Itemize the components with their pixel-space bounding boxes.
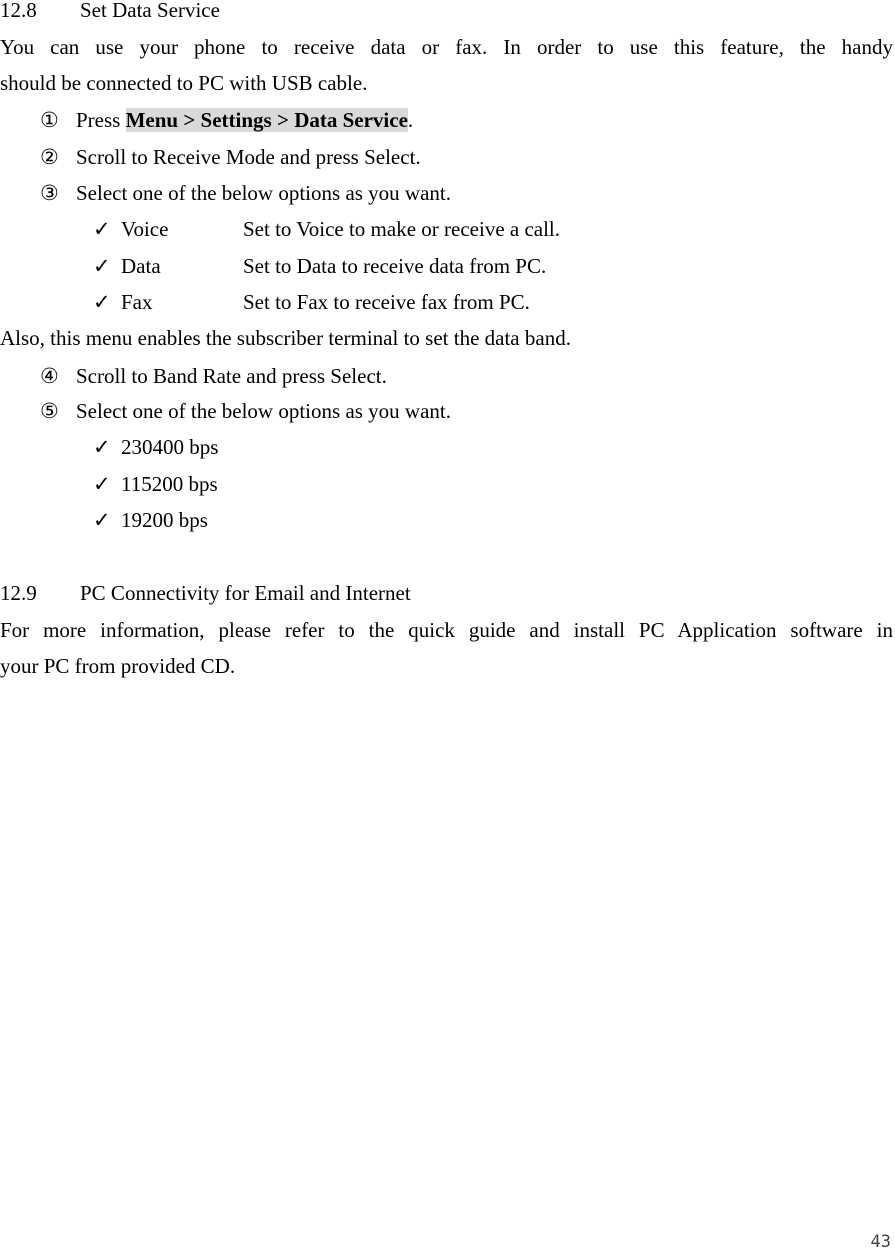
step-marker: ③ (40, 181, 59, 205)
page-number: 43 (870, 1232, 891, 1252)
band-rate-value: 230400 bps (121, 435, 219, 459)
option-description: Set to Data to receive data from PC. (243, 254, 547, 278)
intro-paragraph-line-2: should be connected to PC with USB cable. (0, 71, 368, 95)
check-icon: ✓ (93, 254, 111, 278)
intro-paragraph-line-1: You can use your phone to receive data or fax. In order to use this feature, the handy (0, 35, 893, 59)
step-5 (40, 398, 451, 424)
connectivity-paragraph-line-2: your PC from provided CD. (0, 654, 236, 678)
step-marker: ② (40, 145, 59, 169)
step-text: Press (76, 108, 126, 132)
section-number: 12.9 (0, 581, 37, 605)
option-name: Voice (121, 217, 169, 241)
check-icon: ✓ (93, 435, 111, 459)
check-icon: ✓ (93, 290, 111, 314)
connectivity-paragraph-line-1: For more information, please refer to the quick guide and install PC Application software in (0, 618, 893, 642)
step-marker: ⑤ (40, 399, 59, 423)
step-marker: ④ (40, 364, 59, 388)
step-text: Select one of the below options as you want. (76, 181, 452, 205)
step-text: Scroll to Receive Mode and press Select. (76, 145, 421, 169)
band-note: Also, this menu enables the subscriber terminal to set the data band. (0, 326, 571, 350)
option-name: Data (121, 254, 161, 278)
step-1 (40, 107, 413, 133)
band-rate-value: 19200 bps (121, 508, 208, 532)
section-title: Set Data Service (80, 0, 220, 22)
option-name: Fax (121, 290, 153, 314)
step-text: Select one of the below options as you want. (76, 399, 452, 423)
step-text: Scroll to Band Rate and press Select. (76, 364, 387, 388)
step-3 (40, 180, 451, 206)
section-heading-12-8 (0, 0, 220, 23)
step-marker: ① (40, 108, 59, 132)
band-rate-value: 115200 bps (121, 472, 218, 496)
option-description: Set to Fax to receive fax from PC. (243, 290, 530, 314)
section-heading-12-9 (0, 580, 411, 606)
check-icon: ✓ (93, 217, 111, 241)
step-2 (40, 144, 421, 170)
section-title: PC Connectivity for Email and Internet (80, 581, 411, 605)
check-icon: ✓ (93, 508, 111, 532)
section-number: 12.8 (0, 0, 37, 22)
option-description: Set to Voice to make or receive a call. (243, 217, 561, 241)
check-icon: ✓ (93, 472, 111, 496)
step-4 (40, 363, 387, 389)
menu-path: Menu > Settings > Data Service (125, 108, 408, 132)
step-suffix: . (407, 108, 414, 132)
